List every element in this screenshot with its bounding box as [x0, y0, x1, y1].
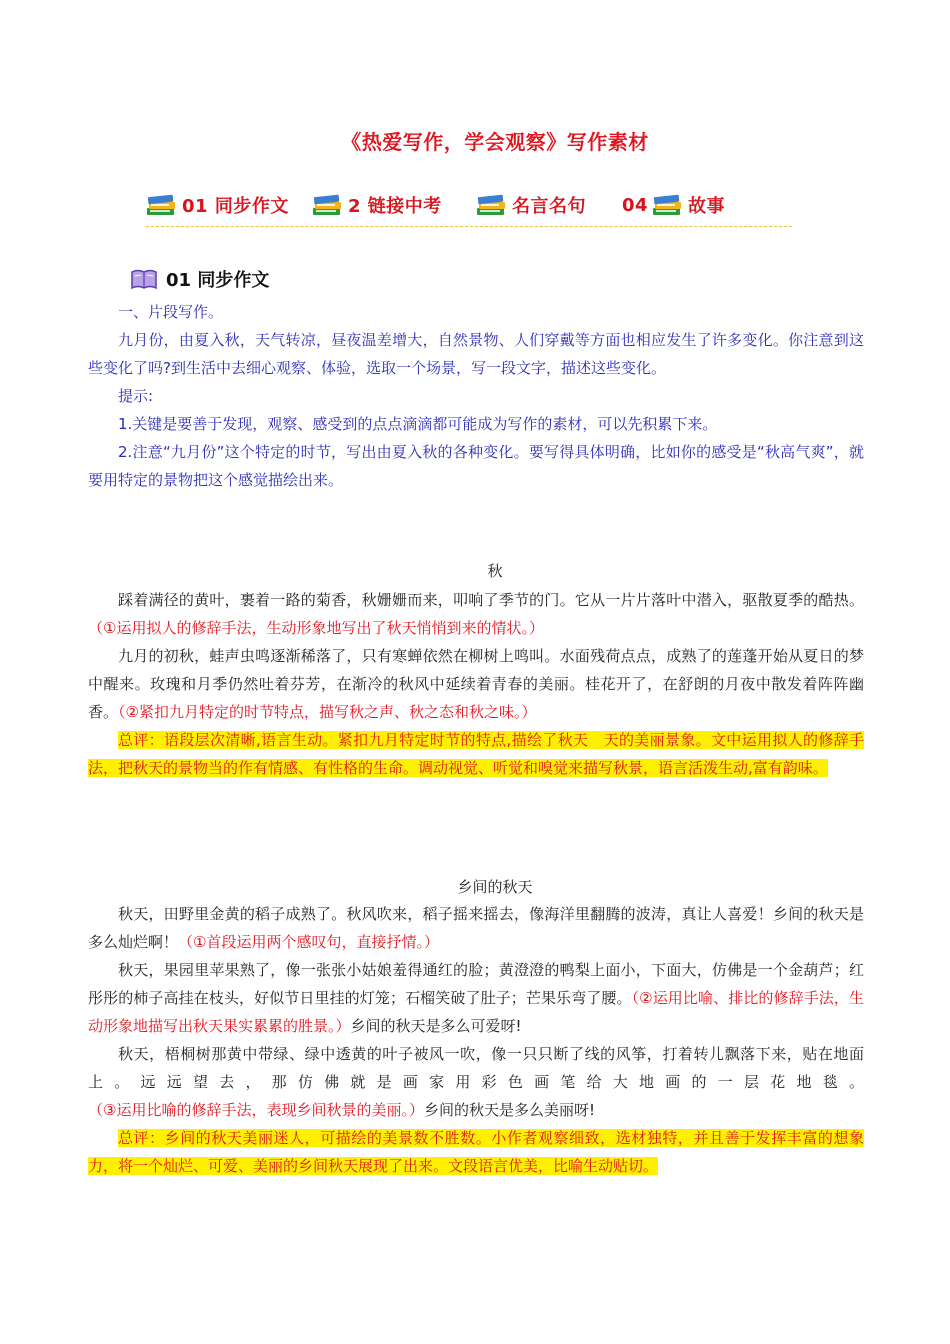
writing-task: [88, 298, 864, 494]
para-text: 九月的初秋，蛙声虫鸣逐渐稀落了，只有寒蝉依然在柳树上鸣叫。水面残荷点点，成熟了的莲蓬开始从夏日的梦中醒来。玫瑰和月季仍然吐着芬芳，在渐冷的秋风中延续着青春的美丽。桂花开了，在舒朗的月夜中散发着阵阵幽香。: [88, 647, 864, 721]
para-text: 秋天，田野里金黄的稻子成熟了。秋风吹来，稻子摇来摇去，像海洋里翻腾的波涛，真让人喜爱！乡间的秋天是多么灿烂啊！: [88, 905, 864, 951]
para-text: 秋天，梧桐树那黄中带绿、绿中透黄的叶子被风一吹，像一只只断了线的风筝，打着转儿飘落下来，贴在地面上。远远望去，那仿佛就是画家用彩色画笔给大地画的一层花地毯。: [88, 1045, 864, 1091]
annotation-note: （②运用比喻、排比的修辞手法，生动形象地描写出秋天果实累累的胜景。）: [88, 989, 864, 1035]
hint-title: 提示:: [118, 387, 154, 405]
comment-text: 总评：语段层次清晰,语言生动。紧扣九月特定时节的特点,描绘了秋天 天的美丽景象。文中运用拟人的修辞手法，把秋天的景物当的作有情感、有性格的生命。调动视觉、听觉和嗅觉来描写秋景，语言活泼生动,富有韵味。: [88, 731, 864, 777]
para-text: 秋天，果园里苹果熟了，像一张张小姑娘羞得通红的脸；黄澄澄的鸭梨上面小，下面大，仿佛是一个金葫芦；红彤彤的柿子高挂在枝头，好似节日里挂的灯笼；石榴笑破了肚子；芒果乐弯了腰。: [88, 961, 864, 1007]
essay-2-para-2: [88, 956, 864, 1040]
tab-sync-essay[interactable]: [146, 192, 289, 218]
essay-1-para-2: [88, 642, 864, 726]
hint-1: 1.关键是要善于发现，观察、感受到的点点滴滴都可能成为写作的素材，可以先积累下来。: [118, 415, 718, 433]
section-heading: [130, 266, 269, 292]
tab-number: 04: [622, 194, 649, 216]
tab-quotes[interactable]: [476, 192, 586, 218]
task-prompt: 九月份，由夏入秋，天气转凉，昼夜温差增大，自然景物、人们穿戴等方面也相应发生了许多变化。你注意到这些变化了吗?到生活中去细心观察、体验，选取一个场景，写一段文字，描述这些变化。: [88, 331, 864, 377]
essay-1-para-1: [88, 586, 864, 642]
tab-stories[interactable]: [622, 192, 725, 218]
comment-text: 总评：乡间的秋天美丽迷人，可描绘的美景数不胜数。小作者观察细致，选材独特，并且善于发挥丰富的想象力，将一个灿烂、可爱、美丽的乡间秋天展现了出来。文段语言优美，比喻生动贴切。: [88, 1129, 864, 1175]
essay-2-para-1: [88, 900, 864, 956]
section-title: 01 同步作文: [166, 270, 270, 291]
section-tabs: [146, 192, 796, 222]
annotation-note: （①首段运用两个感叹句，直接抒情。）: [178, 933, 439, 951]
tab-label: 2 链接中考: [348, 196, 442, 217]
tab-label: 01 同步作文: [182, 196, 289, 217]
para-text: 踩着满径的黄叶，裹着一路的菊香，秋姗姗而来，叩响了季节的门。它从一片片落叶中潜入，驱散夏季的酷热。: [118, 591, 864, 609]
essay-1-title: 秋: [487, 562, 503, 580]
tabs-divider: [146, 226, 792, 227]
essay-2-title: 乡间的秋天: [457, 878, 533, 896]
task-subtitle: 一、片段写作。: [118, 303, 224, 321]
annotation-note: （①运用拟人的修辞手法，生动形象地写出了秋天悄悄到来的情状。）: [88, 619, 544, 637]
books-icon: [146, 193, 178, 217]
tab-link-exam[interactable]: [312, 192, 442, 218]
document-title: 《热爱写作，学会观察》写作素材: [341, 130, 649, 154]
annotation-note: （②紧扣九月特定的时节特点，描写秋之声、秋之态和秋之味。）: [118, 703, 537, 721]
annotation-note: （③运用比喻的修辞手法，表现乡间秋景的美丽。）: [88, 1101, 424, 1119]
essay-2-comment: [88, 1124, 864, 1180]
para-tail: 乡间的秋天是多么美丽呀!: [423, 1101, 595, 1119]
books-icon: [476, 193, 508, 217]
books-icon: [652, 193, 684, 217]
essay-1-comment: [88, 726, 864, 782]
tab-label: 名言名句: [512, 196, 586, 217]
hint-2: 2.注意“九月份”这个特定的时节，写出由夏入秋的各种变化。要写得具体明确，比如你的感受是“秋高气爽”，就要用特定的景物把这个感觉描绘出来。: [88, 443, 864, 489]
essay-2: [88, 900, 864, 1180]
para-tail: 乡间的秋天是多么可爱呀!: [350, 1017, 522, 1035]
book-icon: [130, 267, 158, 291]
tab-label: 故事: [688, 196, 726, 217]
books-icon: [312, 193, 344, 217]
essay-2-para-3: [88, 1040, 864, 1124]
essay-1: [88, 586, 864, 782]
